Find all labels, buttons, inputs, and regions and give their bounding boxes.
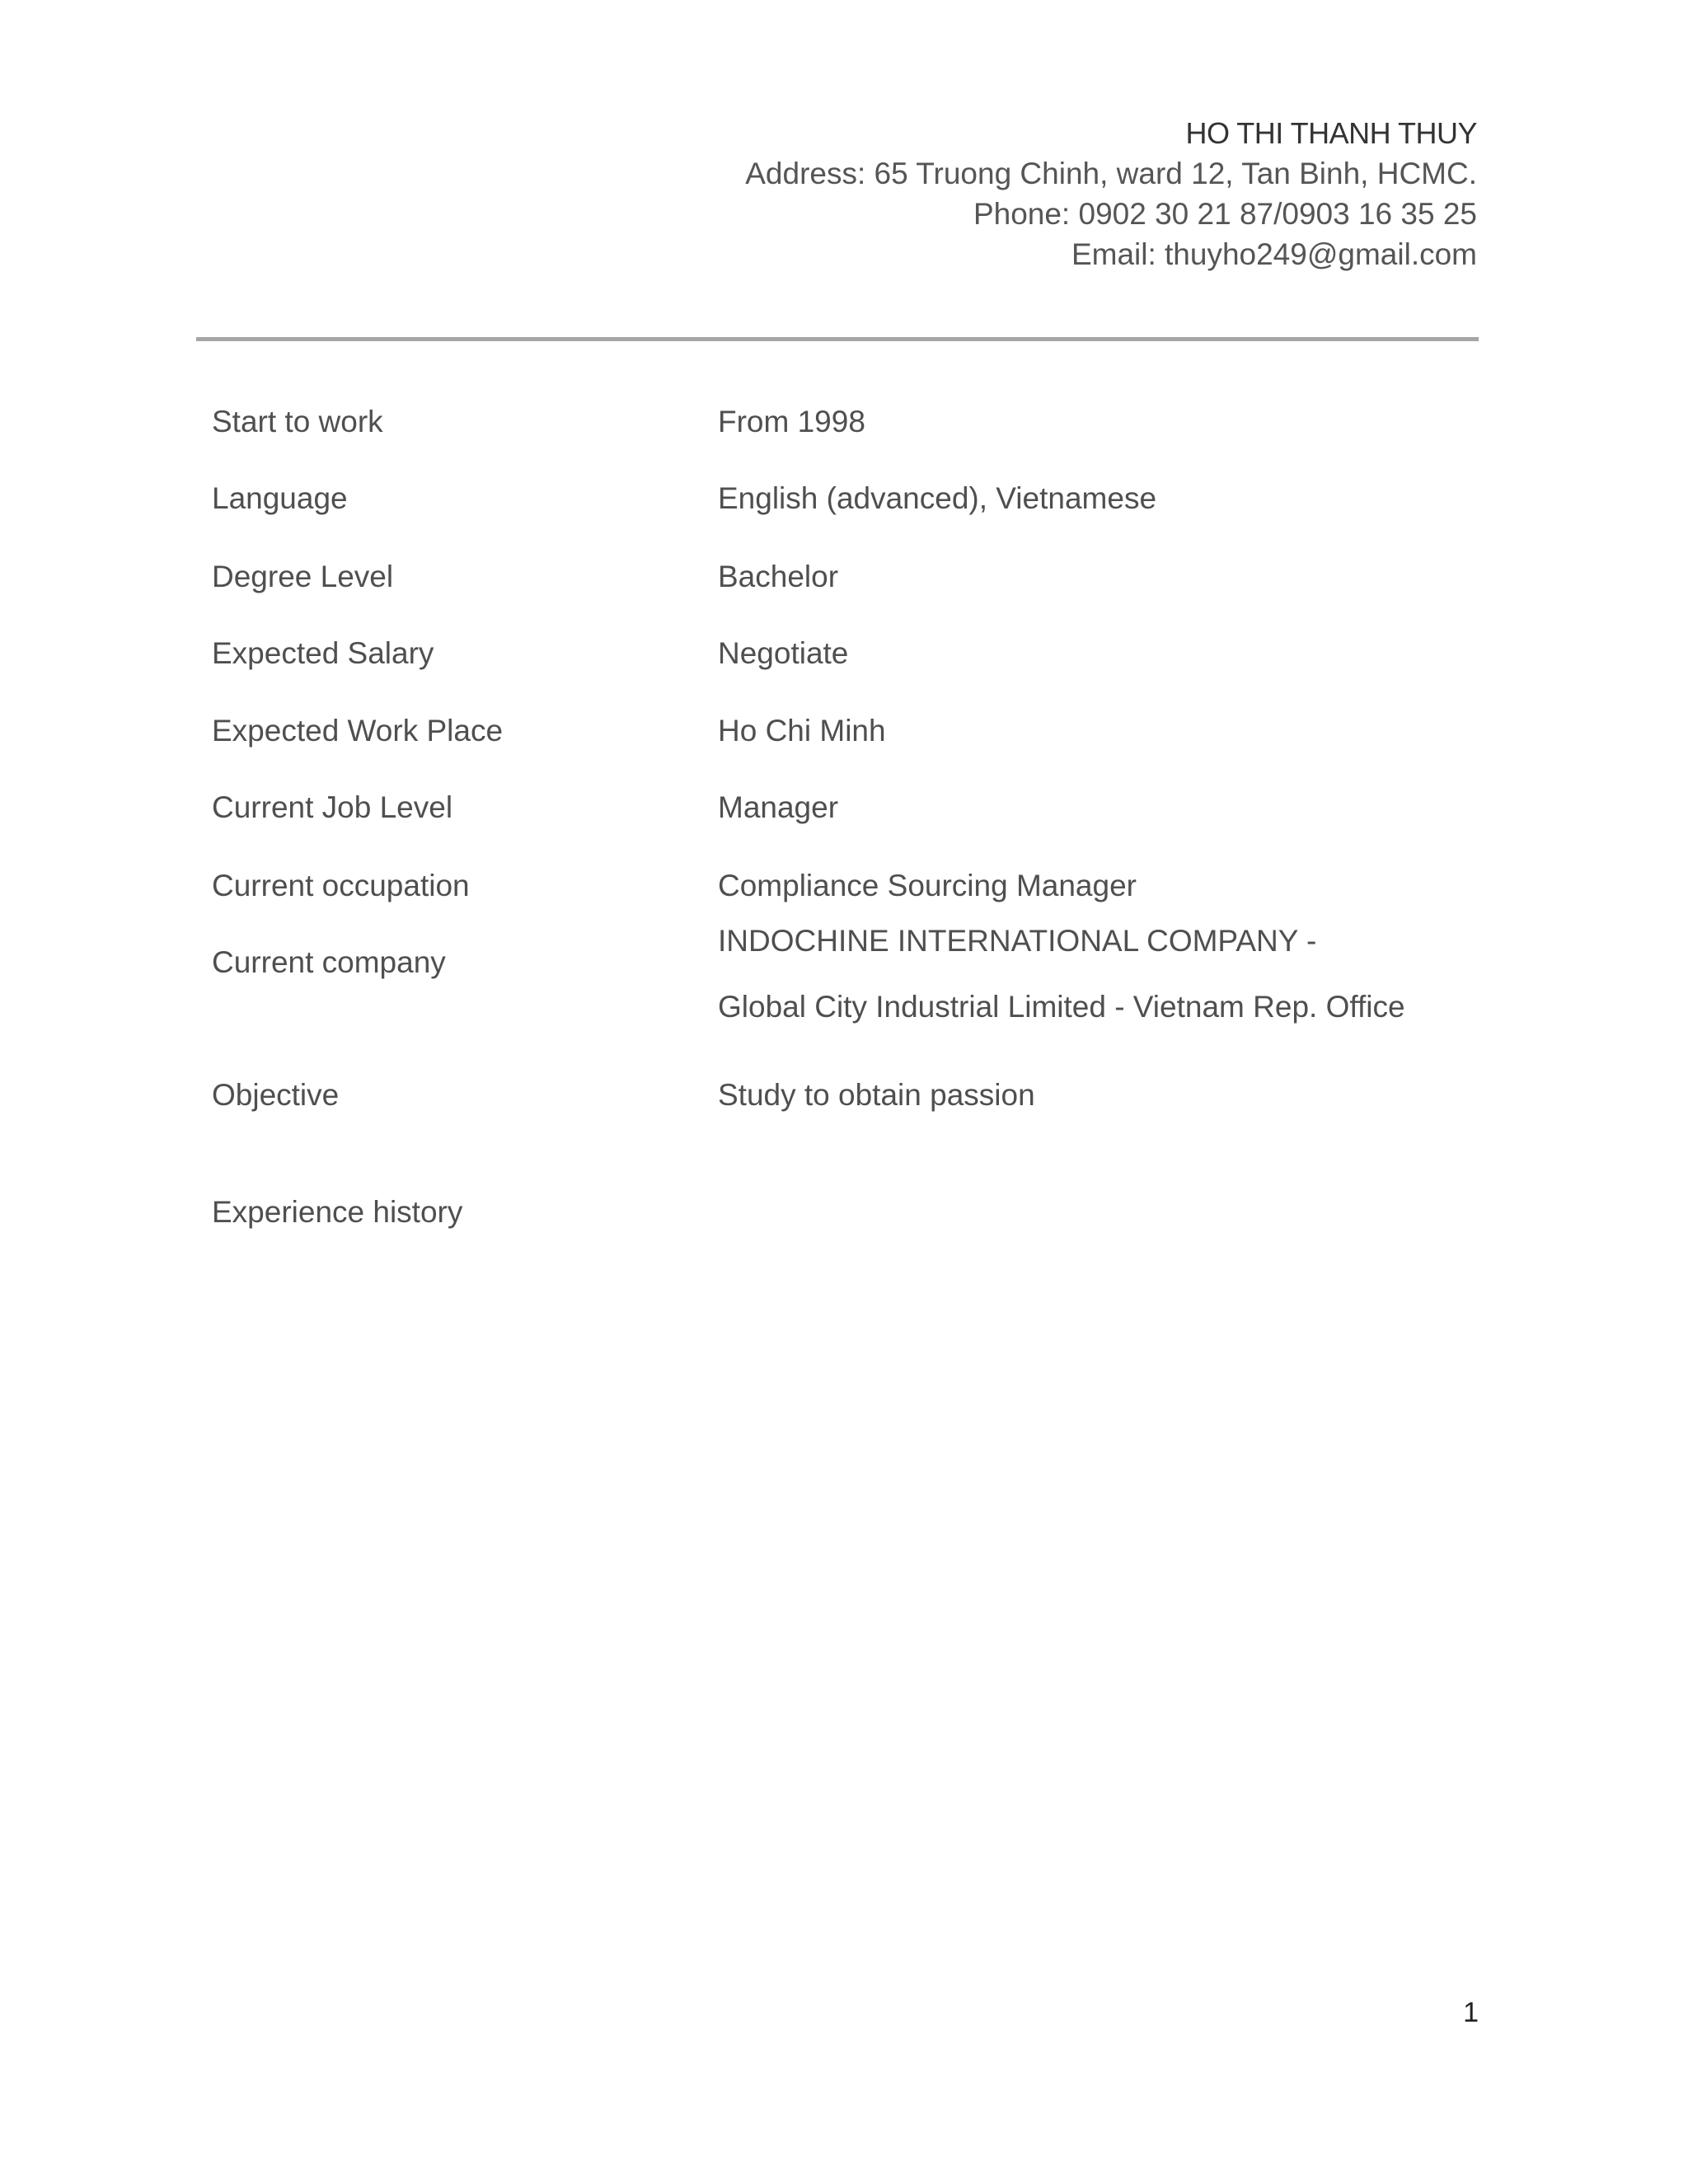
current-job-level-label: Current Job Level bbox=[212, 790, 453, 824]
phone-line: Phone: 0902 30 21 87/0903 16 35 25 bbox=[973, 197, 1477, 231]
current-occupation-label: Current occupation bbox=[212, 869, 470, 902]
page-number: 1 bbox=[1463, 1997, 1479, 2028]
objective-value: Study to obtain passion bbox=[718, 1078, 1035, 1112]
expected-salary-value: Negotiate bbox=[718, 636, 849, 670]
degree-level-label: Degree Level bbox=[212, 560, 394, 593]
header-divider bbox=[196, 337, 1479, 341]
current-company-label: Current company bbox=[212, 945, 446, 979]
language-label: Language bbox=[212, 481, 348, 515]
language-value: English (advanced), Vietnamese bbox=[718, 481, 1157, 515]
current-occupation-value: Compliance Sourcing Manager bbox=[718, 869, 1137, 902]
expected-work-place-value: Ho Chi Minh bbox=[718, 714, 886, 748]
candidate-name: HO THI THANH THUY bbox=[1185, 116, 1477, 150]
current-company-value-line1: INDOCHINE INTERNATIONAL COMPANY - bbox=[718, 924, 1317, 958]
degree-level-value: Bachelor bbox=[718, 560, 839, 593]
start-to-work-label: Start to work bbox=[212, 405, 383, 438]
objective-label: Objective bbox=[212, 1078, 340, 1112]
start-to-work-value: From 1998 bbox=[718, 405, 865, 438]
expected-work-place-label: Expected Work Place bbox=[212, 714, 504, 748]
email-line: Email: thuyho249@gmail.com bbox=[1071, 237, 1477, 271]
address-line: Address: 65 Truong Chinh, ward 12, Tan Binh, HCMC. bbox=[745, 157, 1477, 190]
expected-salary-label: Expected Salary bbox=[212, 636, 434, 670]
current-job-level-value: Manager bbox=[718, 790, 839, 824]
experience-history-label: Experience history bbox=[212, 1195, 463, 1229]
contact-header bbox=[745, 114, 1477, 274]
current-company-value-line2: Global City Industrial Limited - Vietnam Rep. Office bbox=[718, 990, 1405, 1024]
